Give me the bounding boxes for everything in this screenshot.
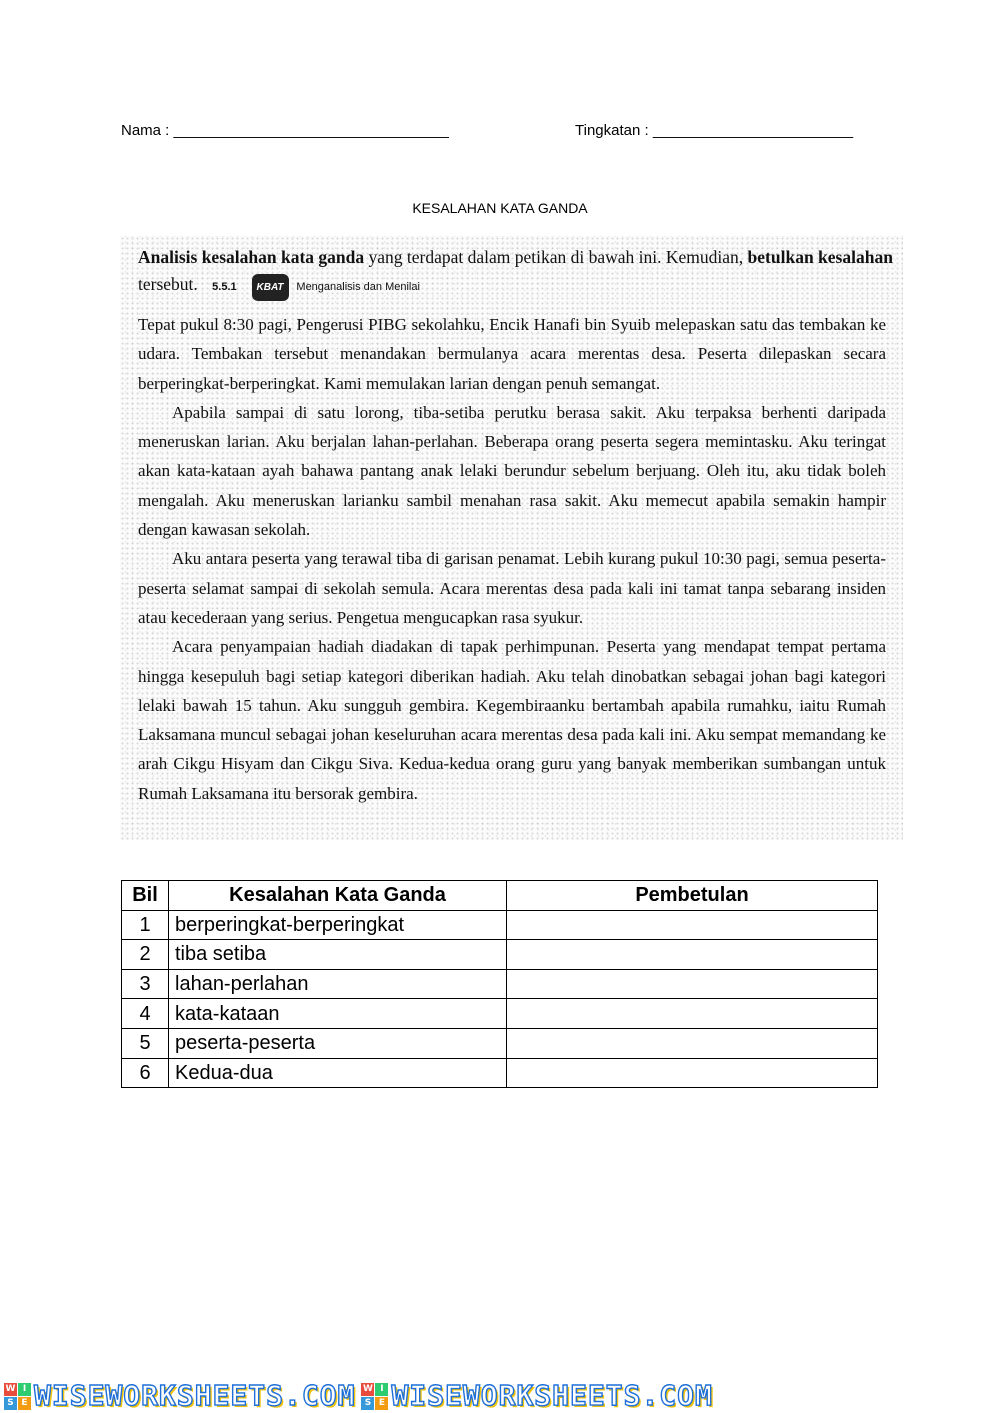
header-correction: Pembetulan bbox=[507, 881, 878, 911]
table-row bbox=[122, 999, 878, 1029]
logo-tile: W bbox=[5, 1383, 16, 1394]
table-row bbox=[122, 969, 878, 999]
row-number: 6 bbox=[122, 1058, 169, 1088]
error-word: Kedua-dua bbox=[169, 1058, 507, 1088]
passage-paragraph: Apabila sampai di satu lorong, tiba-setiba perutku berasa sakit. Aku terpaksa berhenti daripada meneruskan larian. Aku berjalan lahan-perlahan. Beberapa orang peserta segera memintasku. Aku teringat akan kata-kataan ayah bahawa pantang anak lelaki berundur sebelum berjuang. Oleh itu, aku tidak boleh mengalah. Aku meneruskan larianku sambil menahan rasa sakit. Aku memecut apabila semakin hampir dengan kawasan sekolah. bbox=[138, 402, 886, 540]
logo-tile: I bbox=[375, 1383, 388, 1396]
error-word: kata-kataan bbox=[169, 999, 507, 1029]
skill-description: Menganalisis dan Menilai bbox=[296, 281, 420, 293]
row-number: 2 bbox=[122, 940, 169, 970]
level-field-label: Tingkatan : ________________________ bbox=[575, 122, 854, 139]
correction-cell[interactable] bbox=[507, 999, 878, 1029]
correction-cell[interactable] bbox=[507, 1058, 878, 1088]
error-word: tiba setiba bbox=[169, 940, 507, 970]
header-error: Kesalahan Kata Ganda bbox=[169, 881, 507, 911]
passage bbox=[138, 310, 886, 808]
name-field-label: Nama : _________________________________ bbox=[121, 122, 449, 139]
watermark-1 bbox=[4, 1381, 355, 1411]
row-number: 5 bbox=[122, 1028, 169, 1058]
logo-icon bbox=[361, 1383, 388, 1410]
logo-tile: S bbox=[4, 1397, 17, 1410]
correction-cell[interactable] bbox=[507, 940, 878, 970]
instruction-bold-2: betulkan kesalahan bbox=[747, 247, 893, 267]
table-header-row bbox=[122, 881, 878, 911]
watermark-text: WISEWORKSHEETS.COM bbox=[391, 1379, 713, 1412]
skill-code: 5.5.1 bbox=[212, 281, 237, 293]
watermark-2 bbox=[361, 1381, 712, 1411]
table-row bbox=[122, 940, 878, 970]
logo-tile: E bbox=[375, 1397, 388, 1410]
instruction-text-2: tersebut. bbox=[138, 274, 198, 294]
watermark-footer bbox=[0, 1379, 1000, 1413]
row-number: 1 bbox=[122, 910, 169, 940]
correction-cell[interactable] bbox=[507, 910, 878, 940]
logo-tile: E bbox=[18, 1397, 31, 1410]
logo-icon bbox=[4, 1383, 31, 1410]
instruction-text-1: yang terdapat dalam petikan di bawah ini. Kemudian, bbox=[364, 247, 748, 267]
logo-tile: I bbox=[18, 1383, 31, 1396]
error-word: peserta-peserta bbox=[169, 1028, 507, 1058]
skill-tag bbox=[212, 271, 420, 301]
watermark-text: WISEWORKSHEETS.COM bbox=[34, 1379, 356, 1412]
instruction bbox=[138, 244, 898, 301]
kbat-badge: KBAT bbox=[252, 274, 289, 301]
error-word: berperingkat-berperingkat bbox=[169, 910, 507, 940]
row-number: 3 bbox=[122, 969, 169, 999]
passage-paragraph: Tepat pukul 8:30 pagi, Pengerusi PIBG sekolahku, Encik Hanafi bin Syuib melepaskan satu das tembakan ke udara. Tembakan tersebut menandakan bermulanya acara merentas desa. Peserta dilepaskan secara berperingkat-berperingkat. Kami memulakan larian dengan penuh semangat. bbox=[138, 315, 886, 393]
header-bil: Bil bbox=[122, 881, 169, 911]
page-title: KESALAHAN KATA GANDA bbox=[412, 200, 588, 216]
table-row bbox=[122, 910, 878, 940]
table-row bbox=[122, 1058, 878, 1088]
logo-tile: W bbox=[362, 1383, 373, 1394]
correction-cell[interactable] bbox=[507, 1028, 878, 1058]
correction-cell[interactable] bbox=[507, 969, 878, 999]
error-word: lahan-perlahan bbox=[169, 969, 507, 999]
instruction-bold-1: Analisis kesalahan kata ganda bbox=[138, 247, 365, 267]
passage-paragraph: Acara penyampaian hadiah diadakan di tapak perhimpunan. Peserta yang mendapat tempat pertama hingga kesepuluh bagi setiap kategori diberikan hadiah. Aku telah dinobatkan sebagai johan bagi kategori lelaki bawah 15 tahun. Aku sungguh gembira. Kegembiraanku bertambah apabila rumahku, iaitu Rumah Laksamana muncul sebagai johan keseluruhan acara merentas desa pada kali ini. Aku sempat memandang ke arah Cikgu Hisyam dan Cikgu Siva. Kedua-kedua orang guru yang banyak memberikan sumbangan untuk Rumah Laksamana itu bersorak gembira. bbox=[138, 637, 886, 803]
scanned-excerpt bbox=[120, 236, 903, 840]
row-number: 4 bbox=[122, 999, 169, 1029]
table-row bbox=[122, 1028, 878, 1058]
logo-tile: S bbox=[361, 1397, 374, 1410]
answer-table bbox=[121, 880, 878, 1088]
passage-paragraph: Aku antara peserta yang terawal tiba di garisan penamat. Lebih kurang pukul 10:30 pagi, semua peserta-peserta selamat sampai di sekolah semula. Acara merentas desa pada kali ini tamat tanpa sebarang insiden atau kecederaan yang serius. Pengetua mengucapkan rasa syukur. bbox=[138, 549, 886, 627]
